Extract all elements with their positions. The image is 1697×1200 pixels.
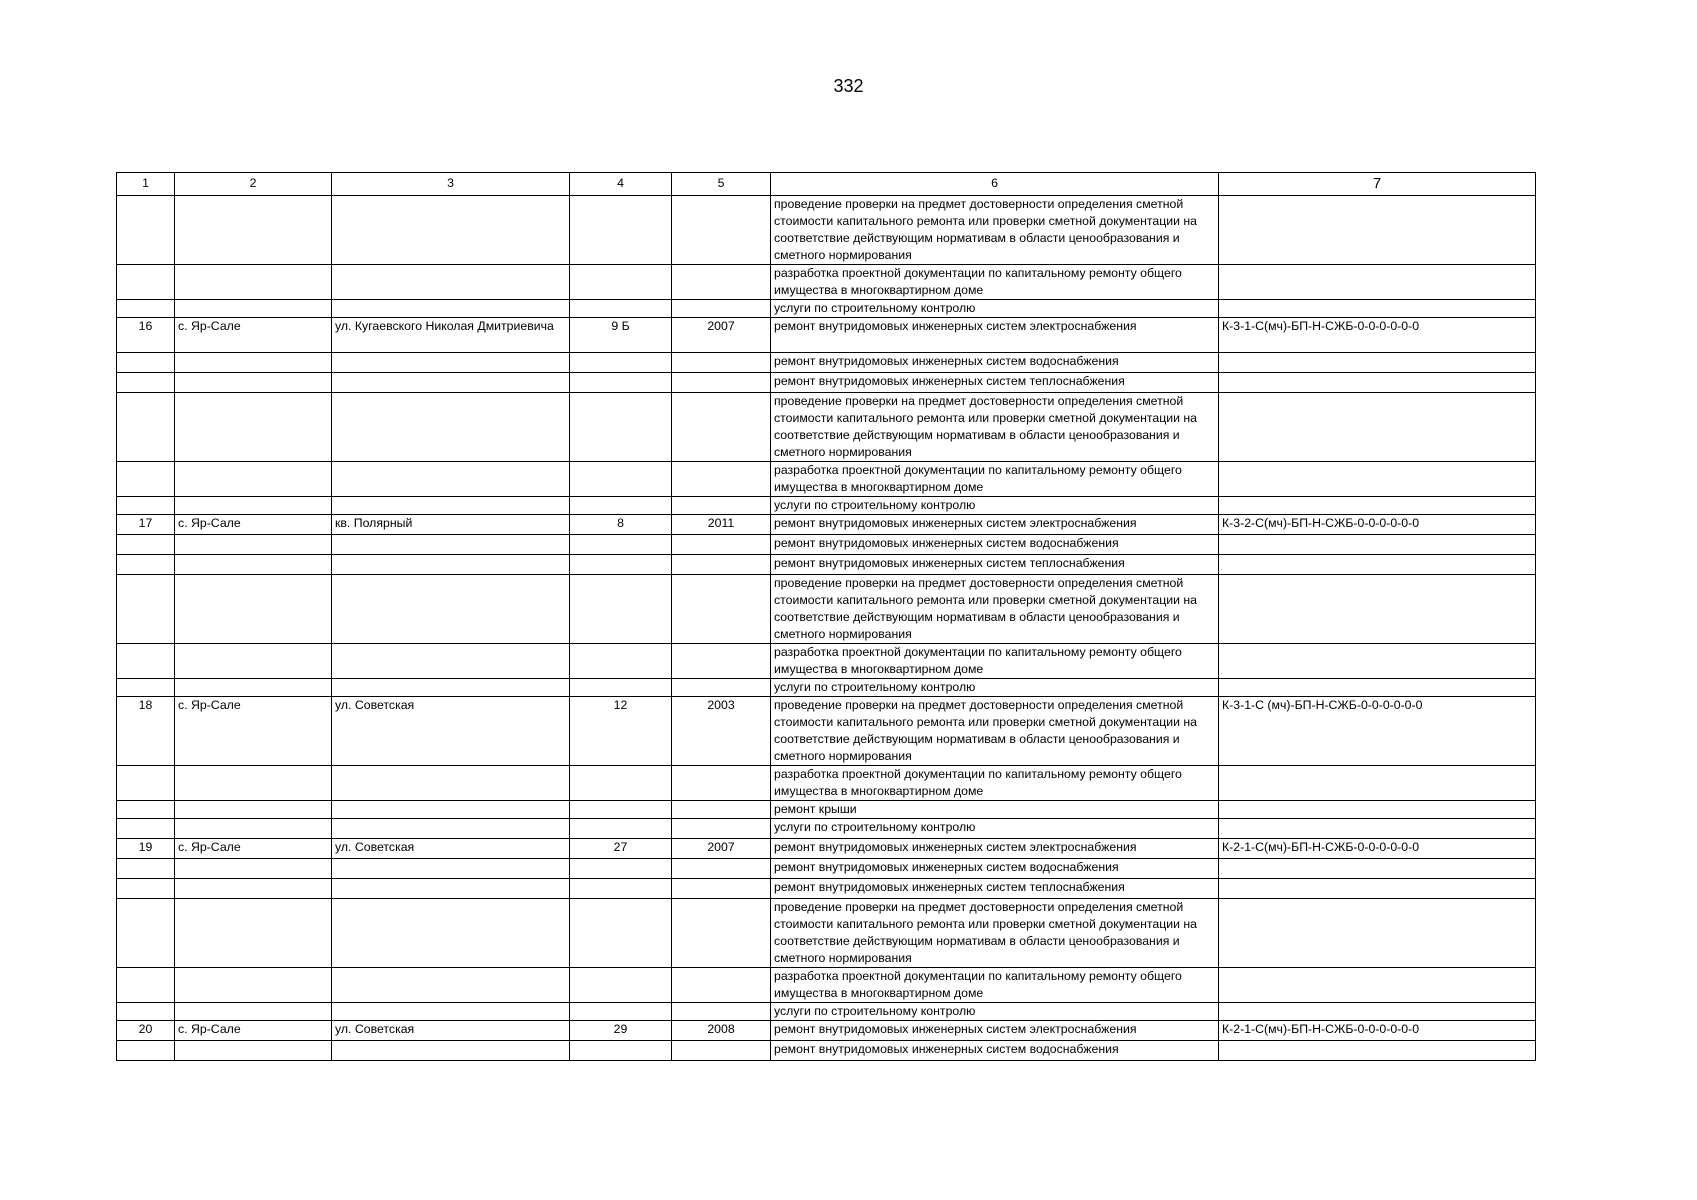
year-cell — [672, 801, 771, 819]
page-number: 332 — [833, 76, 864, 96]
row-number-cell — [117, 899, 175, 968]
work-type-cell: ремонт внутридомовых инженерных систем электроснабжения — [771, 318, 1219, 353]
row-number-cell — [117, 462, 175, 497]
row-number-cell — [117, 801, 175, 819]
row-number-cell — [117, 819, 175, 839]
house-number-cell — [570, 679, 672, 697]
year-cell — [672, 644, 771, 679]
year-cell — [672, 497, 771, 515]
building-code-cell — [1219, 644, 1536, 679]
work-type-cell: проведение проверки на предмет достоверности определения сметной стоимости капитального ремонта или проверки сметной документации на соответствие действующим нормативам в области ценообразования и сметного нормирования — [771, 196, 1219, 265]
table-row — [117, 497, 1536, 515]
house-number-cell — [570, 801, 672, 819]
house-number-cell — [570, 968, 672, 1003]
row-number-cell — [117, 373, 175, 393]
row-number-cell: 18 — [117, 697, 175, 766]
settlement-cell — [175, 859, 332, 879]
work-type-cell: проведение проверки на предмет достоверности определения сметной стоимости капитального ремонта или проверки сметной документации на соответствие действующим нормативам в области ценообразования и сметного нормирования — [771, 899, 1219, 968]
work-type-cell: услуги по строительному контролю — [771, 819, 1219, 839]
settlement-cell — [175, 462, 332, 497]
table-row — [117, 196, 1536, 265]
column-header: 7 — [1219, 173, 1536, 196]
row-number-cell — [117, 300, 175, 318]
year-cell — [672, 535, 771, 555]
year-cell: 2007 — [672, 839, 771, 859]
year-cell: 2003 — [672, 697, 771, 766]
settlement-cell: с. Яр-Сале — [175, 839, 332, 859]
year-cell — [672, 679, 771, 697]
work-type-cell: услуги по строительному контролю — [771, 1003, 1219, 1021]
work-type-cell: разработка проектной документации по капитальному ремонту общего имущества в многоквартирном доме — [771, 644, 1219, 679]
house-number-cell — [570, 879, 672, 899]
building-code-cell — [1219, 393, 1536, 462]
street-address-cell: кв. Полярный — [332, 515, 570, 535]
street-address-cell — [332, 555, 570, 575]
street-address-cell — [332, 819, 570, 839]
work-type-cell: ремонт внутридомовых инженерных систем электроснабжения — [771, 515, 1219, 535]
house-number-cell — [570, 555, 672, 575]
table-row — [117, 859, 1536, 879]
street-address-cell — [332, 497, 570, 515]
settlement-cell — [175, 353, 332, 373]
settlement-cell — [175, 265, 332, 300]
work-type-cell: ремонт внутридомовых инженерных систем теплоснабжения — [771, 555, 1219, 575]
work-type-cell: разработка проектной документации по капитальному ремонту общего имущества в многоквартирном доме — [771, 766, 1219, 801]
settlement-cell — [175, 819, 332, 839]
building-code-cell — [1219, 859, 1536, 879]
settlement-cell — [175, 535, 332, 555]
table-row — [117, 555, 1536, 575]
settlement-cell — [175, 1003, 332, 1021]
year-cell — [672, 819, 771, 839]
building-code-cell — [1219, 819, 1536, 839]
house-number-cell — [570, 575, 672, 644]
house-number-cell — [570, 462, 672, 497]
table-row — [117, 644, 1536, 679]
settlement-cell — [175, 497, 332, 515]
table-row — [117, 373, 1536, 393]
building-code-cell: К-2-1-С(мч)-БП-Н-СЖБ-0-0-0-0-0-0 — [1219, 1021, 1536, 1041]
settlement-cell — [175, 899, 332, 968]
street-address-cell — [332, 535, 570, 555]
row-number-cell — [117, 555, 175, 575]
settlement-cell — [175, 575, 332, 644]
house-number-cell: 29 — [570, 1021, 672, 1041]
work-type-cell: ремонт крыши — [771, 801, 1219, 819]
column-header: 6 — [771, 173, 1219, 196]
street-address-cell — [332, 575, 570, 644]
column-header: 3 — [332, 173, 570, 196]
street-address-cell — [332, 766, 570, 801]
row-number-cell — [117, 859, 175, 879]
work-type-cell: ремонт внутридомовых инженерных систем теплоснабжения — [771, 879, 1219, 899]
row-number-cell — [117, 265, 175, 300]
settlement-cell — [175, 879, 332, 899]
street-address-cell — [332, 393, 570, 462]
work-type-cell: проведение проверки на предмет достоверности определения сметной стоимости капитального ремонта или проверки сметной документации на соответствие действующим нормативам в области ценообразования и сметного нормирования — [771, 697, 1219, 766]
table-row — [117, 535, 1536, 555]
house-number-cell: 27 — [570, 839, 672, 859]
row-number-cell — [117, 644, 175, 679]
column-header: 1 — [117, 173, 175, 196]
house-number-cell — [570, 300, 672, 318]
year-cell — [672, 575, 771, 644]
table-row — [117, 1003, 1536, 1021]
work-type-cell: проведение проверки на предмет достоверности определения сметной стоимости капитального ремонта или проверки сметной документации на соответствие действующим нормативам в области ценообразования и сметного нормирования — [771, 393, 1219, 462]
street-address-cell: ул. Советская — [332, 1021, 570, 1041]
building-code-cell — [1219, 196, 1536, 265]
building-code-cell: К-3-2-С(мч)-БП-Н-СЖБ-0-0-0-0-0-0 — [1219, 515, 1536, 535]
table-row — [117, 679, 1536, 697]
table-row — [117, 515, 1536, 535]
work-type-cell: разработка проектной документации по капитальному ремонту общего имущества в многоквартирном доме — [771, 968, 1219, 1003]
street-address-cell: ул. Советская — [332, 697, 570, 766]
street-address-cell — [332, 353, 570, 373]
table-row — [117, 393, 1536, 462]
table-row — [117, 899, 1536, 968]
house-number-cell — [570, 1041, 672, 1061]
work-type-cell: услуги по строительному контролю — [771, 300, 1219, 318]
year-cell — [672, 859, 771, 879]
street-address-cell — [332, 968, 570, 1003]
house-number-cell — [570, 196, 672, 265]
street-address-cell — [332, 679, 570, 697]
settlement-cell — [175, 766, 332, 801]
building-code-cell: К-2-1-С(мч)-БП-Н-СЖБ-0-0-0-0-0-0 — [1219, 839, 1536, 859]
house-number-cell: 9 Б — [570, 318, 672, 353]
house-number-cell: 12 — [570, 697, 672, 766]
building-code-cell — [1219, 1003, 1536, 1021]
work-type-cell: ремонт внутридомовых инженерных систем теплоснабжения — [771, 373, 1219, 393]
building-code-cell — [1219, 265, 1536, 300]
row-number-cell: 19 — [117, 839, 175, 859]
settlement-cell — [175, 644, 332, 679]
year-cell — [672, 879, 771, 899]
building-code-cell — [1219, 373, 1536, 393]
settlement-cell — [175, 1041, 332, 1061]
street-address-cell — [332, 1041, 570, 1061]
column-header: 5 — [672, 173, 771, 196]
building-code-cell: К-3-1-С(мч)-БП-Н-СЖБ-0-0-0-0-0-0 — [1219, 318, 1536, 353]
table-row — [117, 1021, 1536, 1041]
year-cell — [672, 300, 771, 318]
column-number-header-row — [117, 173, 1536, 196]
building-code-cell: К-3-1-С (мч)-БП-Н-СЖБ-0-0-0-0-0-0 — [1219, 697, 1536, 766]
house-number-cell — [570, 265, 672, 300]
building-code-cell — [1219, 535, 1536, 555]
work-type-cell: проведение проверки на предмет достоверности определения сметной стоимости капитального ремонта или проверки сметной документации на соответствие действующим нормативам в области ценообразования и сметного нормирования — [771, 575, 1219, 644]
work-type-cell: услуги по строительному контролю — [771, 497, 1219, 515]
year-cell: 2007 — [672, 318, 771, 353]
table-row — [117, 462, 1536, 497]
building-code-cell — [1219, 679, 1536, 697]
table-row — [117, 697, 1536, 766]
building-code-cell — [1219, 879, 1536, 899]
house-number-cell — [570, 819, 672, 839]
street-address-cell — [332, 196, 570, 265]
street-address-cell — [332, 1003, 570, 1021]
house-number-cell — [570, 393, 672, 462]
year-cell — [672, 373, 771, 393]
street-address-cell — [332, 801, 570, 819]
table-row — [117, 575, 1536, 644]
table-row — [117, 819, 1536, 839]
year-cell — [672, 462, 771, 497]
house-number-cell — [570, 1003, 672, 1021]
settlement-cell — [175, 196, 332, 265]
building-code-cell — [1219, 300, 1536, 318]
house-number-cell — [570, 497, 672, 515]
house-number-cell — [570, 644, 672, 679]
work-type-cell: разработка проектной документации по капитальному ремонту общего имущества в многоквартирном доме — [771, 462, 1219, 497]
settlement-cell: с. Яр-Сале — [175, 697, 332, 766]
row-number-cell: 17 — [117, 515, 175, 535]
row-number-cell — [117, 196, 175, 265]
street-address-cell — [332, 644, 570, 679]
table-row — [117, 265, 1536, 300]
table-row — [117, 968, 1536, 1003]
street-address-cell — [332, 373, 570, 393]
building-code-cell — [1219, 497, 1536, 515]
year-cell — [672, 555, 771, 575]
row-number-cell: 20 — [117, 1021, 175, 1041]
building-code-cell — [1219, 968, 1536, 1003]
row-number-cell — [117, 353, 175, 373]
year-cell — [672, 393, 771, 462]
table-row — [117, 801, 1536, 819]
work-type-cell: услуги по строительному контролю — [771, 679, 1219, 697]
settlement-cell — [175, 968, 332, 1003]
work-type-cell: ремонт внутридомовых инженерных систем электроснабжения — [771, 839, 1219, 859]
column-header: 4 — [570, 173, 672, 196]
year-cell — [672, 1003, 771, 1021]
table-row — [117, 353, 1536, 373]
building-code-cell — [1219, 462, 1536, 497]
house-number-cell — [570, 535, 672, 555]
settlement-cell — [175, 393, 332, 462]
table-row — [117, 839, 1536, 859]
table-row — [117, 766, 1536, 801]
year-cell — [672, 899, 771, 968]
house-number-cell — [570, 353, 672, 373]
settlement-cell: с. Яр-Сале — [175, 318, 332, 353]
house-number-cell — [570, 899, 672, 968]
work-type-cell: ремонт внутридомовых инженерных систем водоснабжения — [771, 353, 1219, 373]
row-number-cell — [117, 1003, 175, 1021]
year-cell: 2008 — [672, 1021, 771, 1041]
table-body — [117, 196, 1536, 1061]
house-number-cell — [570, 859, 672, 879]
year-cell — [672, 196, 771, 265]
settlement-cell — [175, 555, 332, 575]
work-type-cell: ремонт внутридомовых инженерных систем водоснабжения — [771, 535, 1219, 555]
building-code-cell — [1219, 1041, 1536, 1061]
row-number-cell — [117, 393, 175, 462]
table-row — [117, 1041, 1536, 1061]
house-number-cell — [570, 766, 672, 801]
settlement-cell: с. Яр-Сале — [175, 1021, 332, 1041]
street-address-cell — [332, 859, 570, 879]
year-cell — [672, 265, 771, 300]
settlement-cell — [175, 801, 332, 819]
building-code-cell — [1219, 899, 1536, 968]
house-number-cell: 8 — [570, 515, 672, 535]
work-type-cell: ремонт внутридомовых инженерных систем водоснабжения — [771, 859, 1219, 879]
settlement-cell — [175, 300, 332, 318]
street-address-cell — [332, 265, 570, 300]
row-number-cell — [117, 535, 175, 555]
settlement-cell — [175, 373, 332, 393]
column-header: 2 — [175, 173, 332, 196]
row-number-cell — [117, 879, 175, 899]
table-row — [117, 300, 1536, 318]
building-code-cell — [1219, 575, 1536, 644]
settlement-cell — [175, 679, 332, 697]
repair-works-table — [116, 172, 1536, 1061]
street-address-cell — [332, 300, 570, 318]
building-code-cell — [1219, 766, 1536, 801]
row-number-cell — [117, 497, 175, 515]
row-number-cell — [117, 1041, 175, 1061]
street-address-cell: ул. Кугаевского Николая Дмитриевича — [332, 318, 570, 353]
building-code-cell — [1219, 801, 1536, 819]
work-type-cell: ремонт внутридомовых инженерных систем электроснабжения — [771, 1021, 1219, 1041]
street-address-cell: ул. Советская — [332, 839, 570, 859]
row-number-cell — [117, 968, 175, 1003]
row-number-cell — [117, 575, 175, 644]
street-address-cell — [332, 462, 570, 497]
year-cell: 2011 — [672, 515, 771, 535]
work-type-cell: разработка проектной документации по капитальному ремонту общего имущества в многоквартирном доме — [771, 265, 1219, 300]
year-cell — [672, 353, 771, 373]
year-cell — [672, 766, 771, 801]
row-number-cell: 16 — [117, 318, 175, 353]
row-number-cell — [117, 766, 175, 801]
row-number-cell — [117, 679, 175, 697]
settlement-cell: с. Яр-Сале — [175, 515, 332, 535]
building-code-cell — [1219, 555, 1536, 575]
table-row — [117, 318, 1536, 353]
table-row — [117, 879, 1536, 899]
street-address-cell — [332, 899, 570, 968]
year-cell — [672, 1041, 771, 1061]
house-number-cell — [570, 373, 672, 393]
street-address-cell — [332, 879, 570, 899]
work-type-cell: ремонт внутридомовых инженерных систем водоснабжения — [771, 1041, 1219, 1061]
year-cell — [672, 968, 771, 1003]
building-code-cell — [1219, 353, 1536, 373]
